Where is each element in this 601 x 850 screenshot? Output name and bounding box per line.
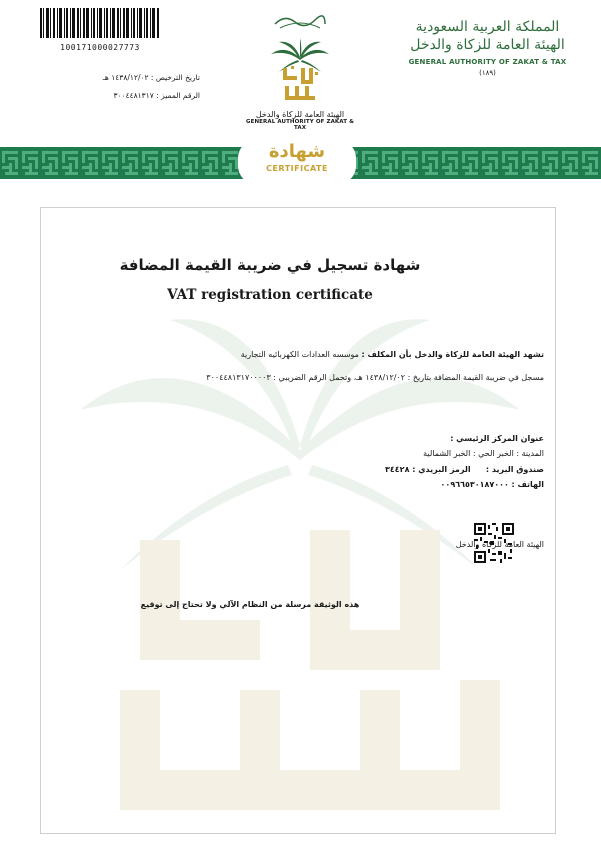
- address-label: عنوان المركز الرئيسي :: [450, 434, 544, 443]
- po-box-label: صندوق البريد :: [485, 465, 544, 474]
- basmala-calligraphy-icon: [270, 10, 330, 34]
- authority-name-ar: الهيئة العامة للزكاة والدخل: [255, 110, 345, 119]
- phone-value: ٠٠٩٦٦٥٣٠١٨٧٠٠٠: [440, 480, 509, 489]
- barcode: [40, 8, 160, 50]
- certificate-title-ar: شهادة تسجيل في ضريبة القيمة المضافة: [119, 256, 421, 274]
- certificate-badge: [238, 140, 356, 184]
- registered-line: مسجل في ضريبة القيمة المضافة بتاريخ : ١٤٣٨/١٢/٠٢ هـ، وتحمل الرقم الضريبي : ٣٠٠٤٤٨١٣١٧٠٠٠٠٣: [206, 373, 544, 382]
- certificate-badge-ar: شهادة: [268, 141, 326, 162]
- authority-calligraphy: الهيئة العامة للزكاة والدخل: [410, 37, 565, 53]
- distinct-number: الرقم المميز : ٣٠٠٤٤٨١٣١٧: [113, 91, 200, 100]
- taxpayer-name: موسسه العدادات الكهربائيه التجارية: [240, 350, 359, 359]
- license-date: تاريخ الترخيص : ١٤٣٨/١٢/٠٢ هـ: [102, 73, 200, 82]
- certificate-badge-en: CERTIFICATE: [266, 164, 328, 173]
- barcode-number: 100171000027773: [60, 43, 140, 52]
- barcode-bars: [40, 8, 160, 38]
- footer-note: هذه الوثيقة مرسلة من النظام الآلي ولا تحتاج إلى توقيع: [140, 600, 360, 609]
- palm-logo-icon: [265, 38, 335, 104]
- attest-line: [241, 350, 544, 359]
- authority-sign: الهيئة العامة للزكاة والدخل: [455, 540, 544, 549]
- zakat-logo: [240, 10, 360, 130]
- phone-label: الهاتف :: [511, 480, 544, 489]
- authority-name-en-right: GENERAL AUTHORITY OF ZAKAT & TAX: [408, 58, 567, 66]
- city-line: المدينة : الخبر الحي : الخبر الشمالية: [423, 449, 544, 458]
- authority-header-right: [400, 18, 575, 77]
- po-box-line: [385, 465, 544, 474]
- attest-label: تشهد الهيئة العامة للزكاة والدخل بأن المكلف :: [361, 350, 544, 359]
- authority-code: (١٨٩): [479, 69, 496, 77]
- kingdom-name: المملكة العربية السعودية: [415, 19, 560, 35]
- postal-code: الرمز البريدي : ٣٤٤٢٨: [385, 465, 471, 474]
- certificate-title-en: VAT registration certificate: [167, 287, 373, 303]
- phone-line: [441, 480, 544, 489]
- authority-name-en: GENERAL AUTHORITY OF ZAKAT & TAX: [245, 119, 354, 131]
